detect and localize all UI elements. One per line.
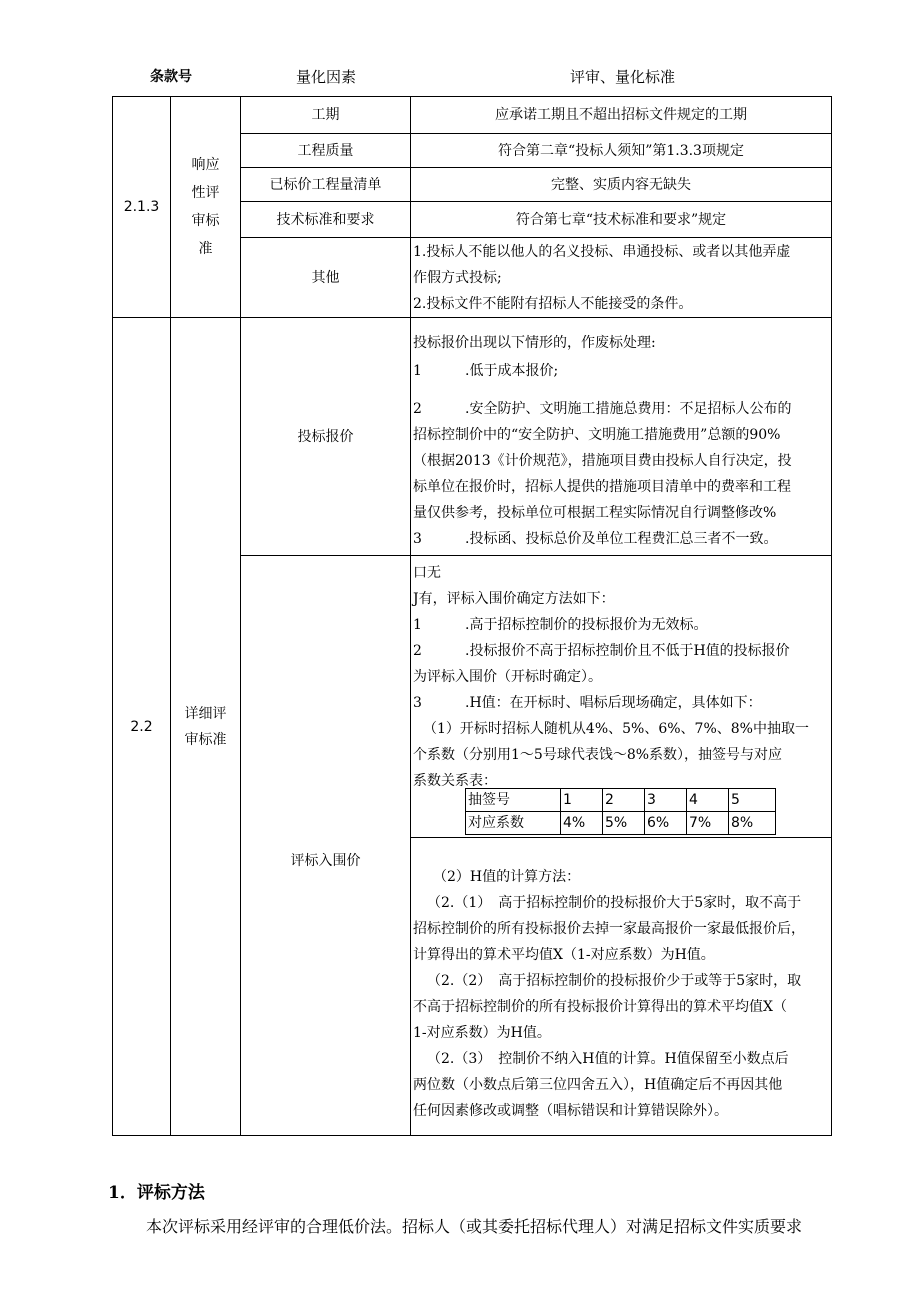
factor-range-price: 评标入围价 [241,556,411,1136]
bid-item-1 [413,358,829,384]
item-number: 3 [413,531,422,547]
bid-item-2-line: 招标控制价中的“安全防护、文明施工措施费用”总额的90% [413,427,781,443]
para-1-line: 系数关系表： [413,773,497,789]
clause-2-1-3: 2.1.3 [113,97,171,318]
bid-intro: 投标报价出现以下情形的，作废标处理: [413,335,656,351]
range-item-2 [413,638,829,664]
bid-item-2-line: 量仅供参考，投标单位可根据工程实际情况自行调整修改% [413,505,777,521]
para-2-2-line: 不高于招标控制价的所有投标报价计算得出的算术平均值X（ [413,999,787,1015]
evaluation-table [112,96,832,1136]
coef-cell: 5% [603,812,645,835]
other-line: 作假方式投标; [413,269,502,286]
coef-cell: 4% [561,812,603,835]
item-number: 2 [413,401,422,417]
coef-cell: 8% [729,812,776,835]
clause-2-2: 2.2 [113,318,171,1136]
item-text: .安全防护、文明施工措施总费用：不足招标人公布的 [465,401,792,417]
para-2-title: （2）H值的计算方法： [433,869,581,885]
item-text: .高于招标控制价的投标报价为无效标。 [465,617,708,633]
standard-range-price [411,556,832,1136]
factor-bid-price: 投标报价 [241,318,411,556]
para-2-1-line: 招标控制价的所有投标报价去掉一家最高报价一家最低报价后， [413,921,805,937]
item-number: 2 [413,643,422,659]
coef-cell: 7% [687,812,729,835]
item-text: .投标函、投标总价及单位工程费汇总三者不一致。 [465,531,778,547]
other-line: 2.投标文件不能附有招标人不能接受的条件。 [413,295,693,312]
header-clause: 条款号 [150,69,192,85]
coefficient-table [465,788,776,835]
option-no: 口无 [413,565,441,581]
item-text: .H值：在开标时、唱标后现场确定，具体如下： [465,695,762,711]
category-line: 详细评 [184,705,227,722]
category-line: 响应 [191,157,220,173]
para-2-3-line: 两位数（小数点后第三位四舍五入），H值确定后不再因其他 [413,1077,783,1093]
other-line: 1.投标人不能以他人的名义投标、串通投标、或者以其他弄虚 [413,243,791,260]
bid-item-3 [413,526,829,552]
factor-duration: 工期 [241,97,411,134]
factor-other: 其他 [241,238,411,318]
coef-cell: 1 [561,789,603,812]
coef-cell: 4 [687,789,729,812]
item-text: .低于成本报价; [465,363,559,379]
option-yes: J有，评标入围价确定方法如下： [413,591,615,607]
para-1-line: 个系数（分别用1～5号球代表饯～8%系数），抽签号与对应 [413,747,783,763]
standard-other [411,238,832,318]
coef-cell: 5 [729,789,776,812]
standard-bill-of-quantities: 完整、实质内容无缺失 [411,168,832,202]
para-1-line: （1）开标时招标人随机从4%、5%、6%、7%、8%中抽取一 [423,721,809,737]
category-line: 审标 [191,213,220,229]
header-factor: 量化因素 [296,68,357,86]
bid-item-2-line: （根据2013《计价规范》，措施项目费由投标人自行决定，投 [413,453,792,469]
standard-bid-price [411,318,832,556]
bid-item-2-line: 标单位在报价时，招标人提供的措施项目清单中的费率和工程 [413,479,791,495]
item-number: 1 [413,363,422,379]
para-2-1-line: 计算得出的算术平均值X（1-对应系数）为H值。 [413,947,715,963]
body-paragraph: 本次评标采用经评审的合理低价法。招标人（或其委托招标代理人）对满足招标文件实质要求 [146,1217,803,1236]
category-detailed [171,318,241,1136]
coef-cell: 6% [645,812,687,835]
factor-quality: 工程质量 [241,134,411,168]
para-2-1-line: （2.（1） 高于招标控制价的投标报价大于5家时，取不高于 [427,895,802,911]
standard-duration: 应承诺工期且不超出招标文件规定的工期 [411,97,832,134]
standard-technical: 符合第七章“技术标准和要求”规定 [411,202,832,238]
category-line: 性评 [191,185,220,201]
bid-item-2 [413,396,829,422]
item-number: 3 [413,695,422,711]
para-2-3-line: （2.（3） 控制价不纳入H值的计算。H值保留至小数点后 [427,1051,789,1067]
header-standard: 评审、量化标准 [570,68,676,86]
category-line: 审标准 [184,731,227,748]
coef-row-label: 抽签号 [466,789,561,812]
coef-cell: 2 [603,789,645,812]
item-number: 1 [413,617,422,633]
item-text: .投标报价不高于招标控制价且不低于H值的投标报价 [465,643,790,659]
coef-cell: 3 [645,789,687,812]
category-line: 准 [198,241,213,257]
para-2-3-line: 任何因素修改或调整（唱标错误和计算错误除外）。 [413,1103,728,1119]
range-item-1 [413,612,829,638]
divider [411,837,831,838]
range-item-3 [413,690,829,716]
factor-technical: 技术标准和要求 [241,202,411,238]
range-item-2-line: 为评标入围价（开标时确定）。 [413,669,602,685]
factor-bill-of-quantities: 已标价工程量清单 [241,168,411,202]
para-2-2-line: 1-对应系数）为H值。 [413,1025,551,1041]
para-2-2-line: （2.（2） 高于招标控制价的投标报价少于或等于5家时，取 [427,973,802,989]
standard-quality: 符合第二章“投标人须知”第1.3.3项规定 [411,134,832,168]
category-responsive [171,97,241,318]
coef-row-label: 对应系数 [466,812,561,835]
section-heading: 1．评标方法 [108,1183,205,1203]
